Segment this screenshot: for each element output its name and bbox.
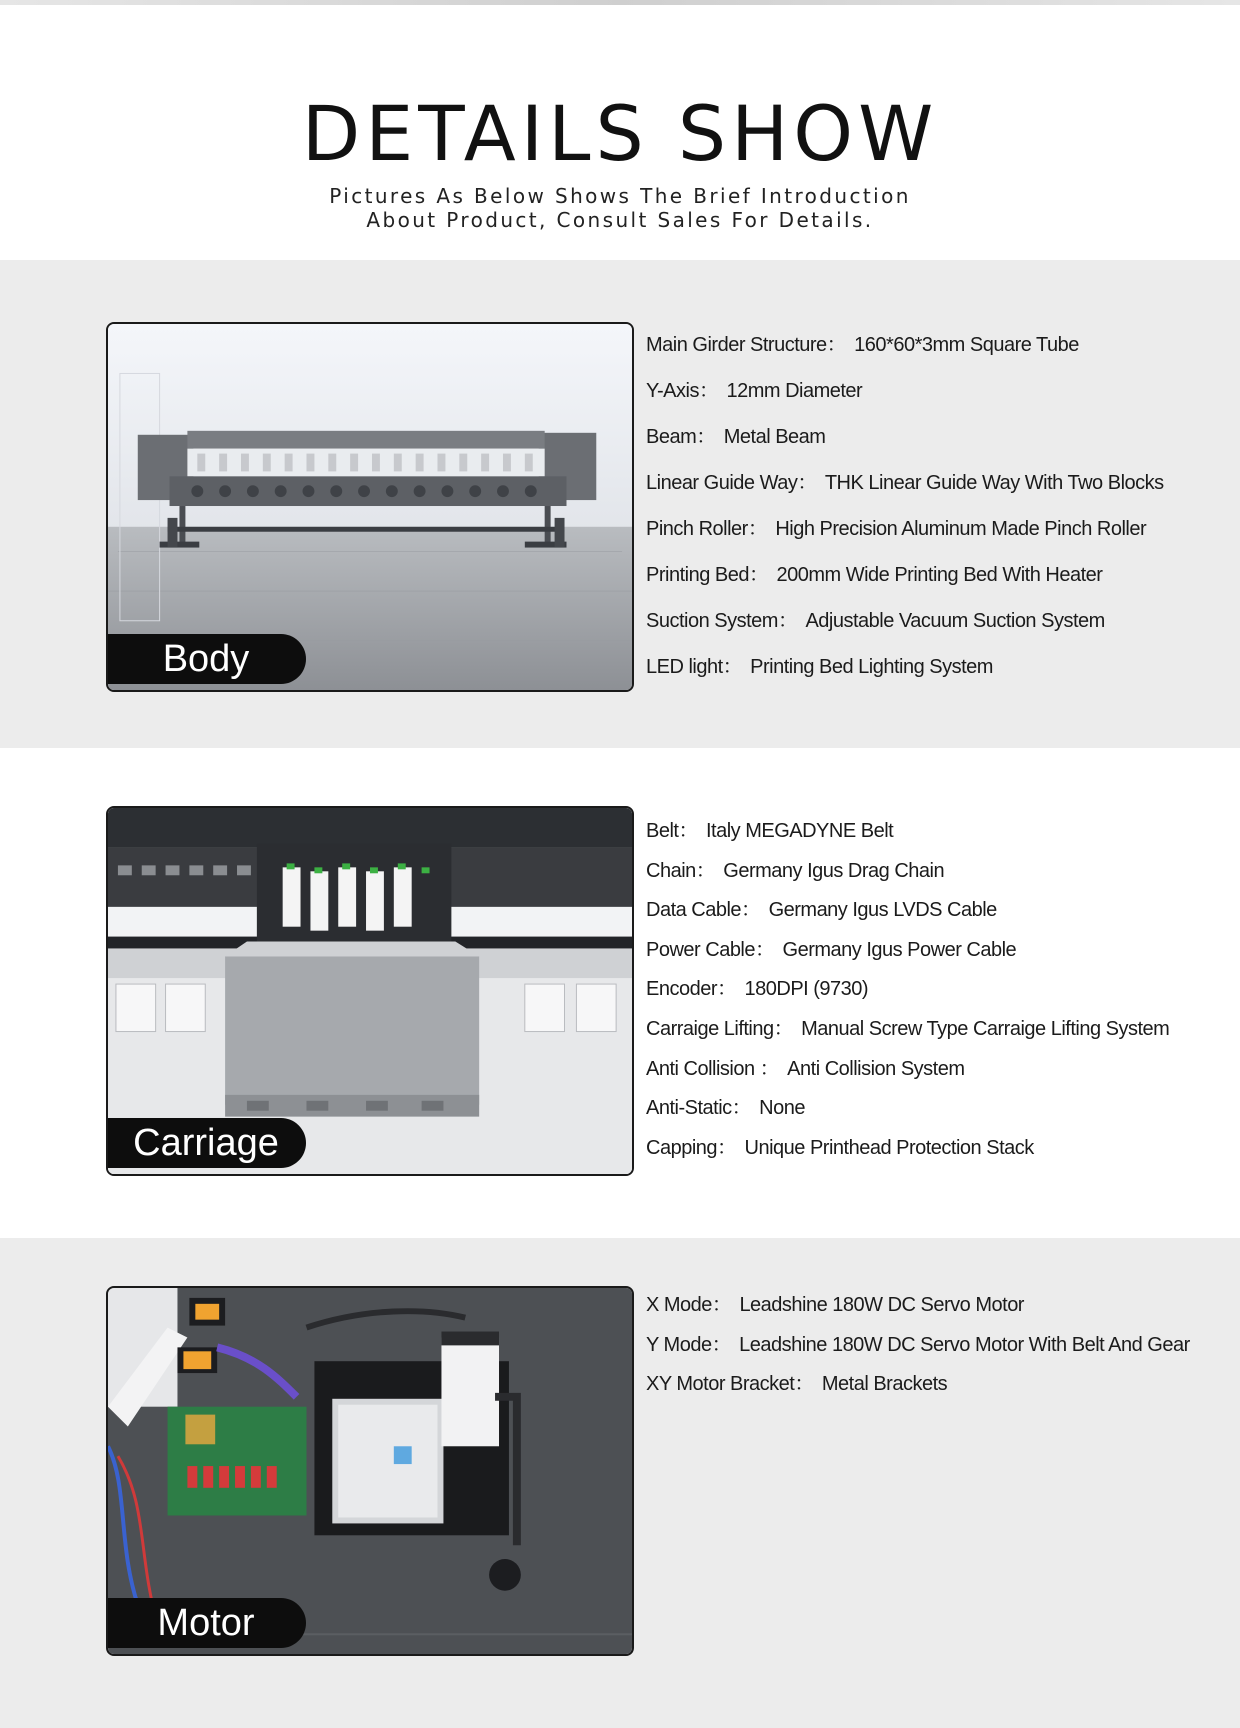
- subtitle-line-2: About Product, Consult Sales For Details.: [366, 208, 874, 232]
- section-label-carriage: Carriage: [106, 1118, 306, 1168]
- spec-item: Beam： Metal Beam: [646, 426, 826, 448]
- spec-item: XY Motor Bracket： Metal Brackets: [646, 1373, 948, 1396]
- page-header: [0, 89, 1240, 232]
- spec-item: LED light： Printing Bed Lighting System: [646, 656, 993, 678]
- spec-item: Y Mode： Leadshine 180W DC Servo Motor With Belt And Gear: [646, 1333, 1190, 1356]
- spec-item: Data Cable： Germany Igus LVDS Cable: [646, 899, 997, 922]
- section-label-motor: Motor: [106, 1598, 306, 1648]
- spec-item: Anti Collision ： Anti Collision System: [646, 1057, 965, 1080]
- spec-item: Y-Axis： 12mm Diameter: [646, 380, 863, 402]
- spec-item: Capping： Unique Printhead Protection Stack: [646, 1136, 1034, 1159]
- motor-spec-list: [646, 1286, 1226, 1405]
- spec-item: Main Girder Structure： 160*60*3mm Square Tube: [646, 334, 1079, 356]
- spec-item: Chain： Germany Igus Drag Chain: [646, 859, 945, 882]
- page-title: DETAILS SHOW: [301, 89, 939, 178]
- section-label-body: Body: [106, 634, 306, 684]
- page-subtitle: [0, 184, 1240, 232]
- carriage-photo: [106, 806, 634, 1176]
- spec-item: Pinch Roller： High Precision Aluminum Made Pinch Roller: [646, 518, 1147, 540]
- section-carriage: [0, 748, 1240, 1238]
- top-divider: [0, 0, 1240, 5]
- spec-item: Power Cable： Germany Igus Power Cable: [646, 938, 1017, 961]
- spec-item: Carraige Lifting： Manual Screw Type Carraige Lifting System: [646, 1017, 1170, 1040]
- body-spec-list: [646, 322, 1226, 690]
- motor-photo: [106, 1286, 634, 1656]
- spec-item: Suction System： Adjustable Vacuum Suction System: [646, 610, 1105, 632]
- spec-item: X Mode： Leadshine 180W DC Servo Motor: [646, 1294, 1024, 1316]
- spec-item: Anti-Static： None: [646, 1097, 805, 1120]
- spec-item: Encoder： 180DPI (9730): [646, 978, 869, 1001]
- subtitle-line-1: Pictures As Below Shows The Brief Introduction: [329, 184, 911, 208]
- body-photo: [106, 322, 634, 692]
- section-motor: [0, 1238, 1240, 1728]
- carriage-spec-list: [646, 812, 1226, 1168]
- spec-item: Printing Bed： 200mm Wide Printing Bed With Heater: [646, 564, 1103, 586]
- spec-item: Linear Guide Way： THK Linear Guide Way With Two Blocks: [646, 472, 1164, 494]
- spec-item: Belt： Italy MEGADYNE Belt: [646, 820, 894, 842]
- section-body: [0, 260, 1240, 748]
